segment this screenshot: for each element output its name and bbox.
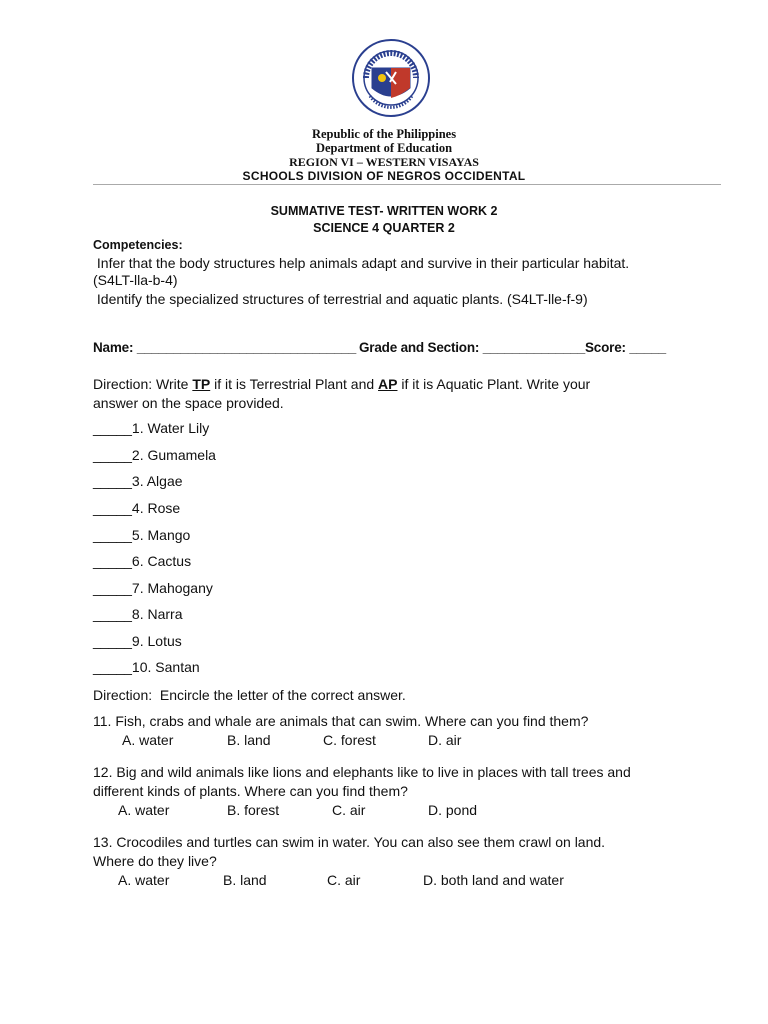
choice-11-c[interactable]: C. forest	[323, 732, 376, 748]
direction-1	[93, 375, 590, 394]
choice-13-c[interactable]: C. air	[327, 872, 361, 888]
list-item[interactable]: _____7. Mahogany	[93, 580, 213, 596]
choice-12-a[interactable]: A. water	[118, 802, 170, 818]
list-item[interactable]: _____3. Algae	[93, 473, 183, 489]
list-item[interactable]: _____10. Santan	[93, 659, 200, 675]
competency-2: Identify the specialized structures of terrestrial and aquatic plants. (S4LT-lle-f-9)	[93, 291, 588, 307]
header-republic: Republic of the Philippines	[311, 127, 457, 141]
header-region: REGION VI – WESTERN VISAYAS	[289, 155, 479, 169]
choice-12-d[interactable]: D. pond	[428, 802, 478, 818]
choice-12-c[interactable]: C. air	[332, 802, 366, 818]
direction-1-text: if it is Terrestrial Plant and	[210, 376, 379, 392]
question-12-line2: different kinds of plants. Where can you find them?	[93, 783, 408, 799]
tp-label: TP	[192, 376, 211, 392]
direction-1-text: if it is Aquatic Plant. Write your	[397, 376, 591, 392]
competency-1-code: (S4LT-lla-b-4)	[93, 272, 178, 288]
header-divider	[93, 184, 721, 185]
choice-11-a[interactable]: A. water	[122, 732, 174, 748]
question-12: 12. Big and wild animals like lions and elephants like to live in places with tall trees and	[93, 764, 631, 780]
grade-section-field[interactable]: Grade and Section: ______________	[359, 340, 586, 355]
competencies-heading: Competencies:	[93, 238, 183, 252]
choice-13-d[interactable]: D. both land and water	[423, 872, 564, 888]
name-field[interactable]: Name: ______________________________	[93, 340, 357, 355]
question-11: 11. Fish, crabs and whale are animals that can swim. Where can you find them?	[93, 713, 589, 729]
direction-1-line2: answer on the space provided.	[93, 395, 284, 411]
list-item[interactable]: _____9. Lotus	[93, 633, 182, 649]
list-item[interactable]: _____2. Gumamela	[93, 447, 216, 463]
competency-1: Infer that the body structures help animals adapt and survive in their particular habitat.	[93, 255, 630, 271]
choice-11-d[interactable]: D. air	[428, 732, 462, 748]
score-field[interactable]: Score: _____	[585, 340, 666, 355]
deped-seal-logo	[352, 38, 430, 118]
list-item[interactable]: _____6. Cactus	[93, 553, 192, 569]
header-department: Department of Education	[315, 141, 453, 155]
header-division: SCHOOLS DIVISION OF NEGROS OCCIDENTAL	[242, 169, 526, 183]
list-item[interactable]: _____1. Water Lily	[93, 420, 210, 436]
direction-2: Direction: Encircle the letter of the correct answer.	[93, 687, 406, 703]
question-13: 13. Crocodiles and turtles can swim in water. You can also see them crawl on land.	[93, 834, 606, 850]
list-item[interactable]: _____8. Narra	[93, 606, 183, 622]
test-title: SUMMATIVE TEST- WRITTEN WORK 2	[270, 204, 498, 218]
test-subtitle: SCIENCE 4 QUARTER 2	[313, 221, 455, 235]
question-13-line2: Where do they live?	[93, 853, 217, 869]
choice-13-b[interactable]: B. land	[223, 872, 267, 888]
list-item[interactable]: _____5. Mango	[93, 527, 191, 543]
list-item[interactable]: _____4. Rose	[93, 500, 181, 516]
choice-11-b[interactable]: B. land	[227, 732, 271, 748]
choice-12-b[interactable]: B. forest	[227, 802, 280, 818]
choice-13-a[interactable]: A. water	[118, 872, 170, 888]
ap-label: AP	[378, 376, 398, 392]
direction-1-text: Direction: Write	[93, 376, 193, 392]
